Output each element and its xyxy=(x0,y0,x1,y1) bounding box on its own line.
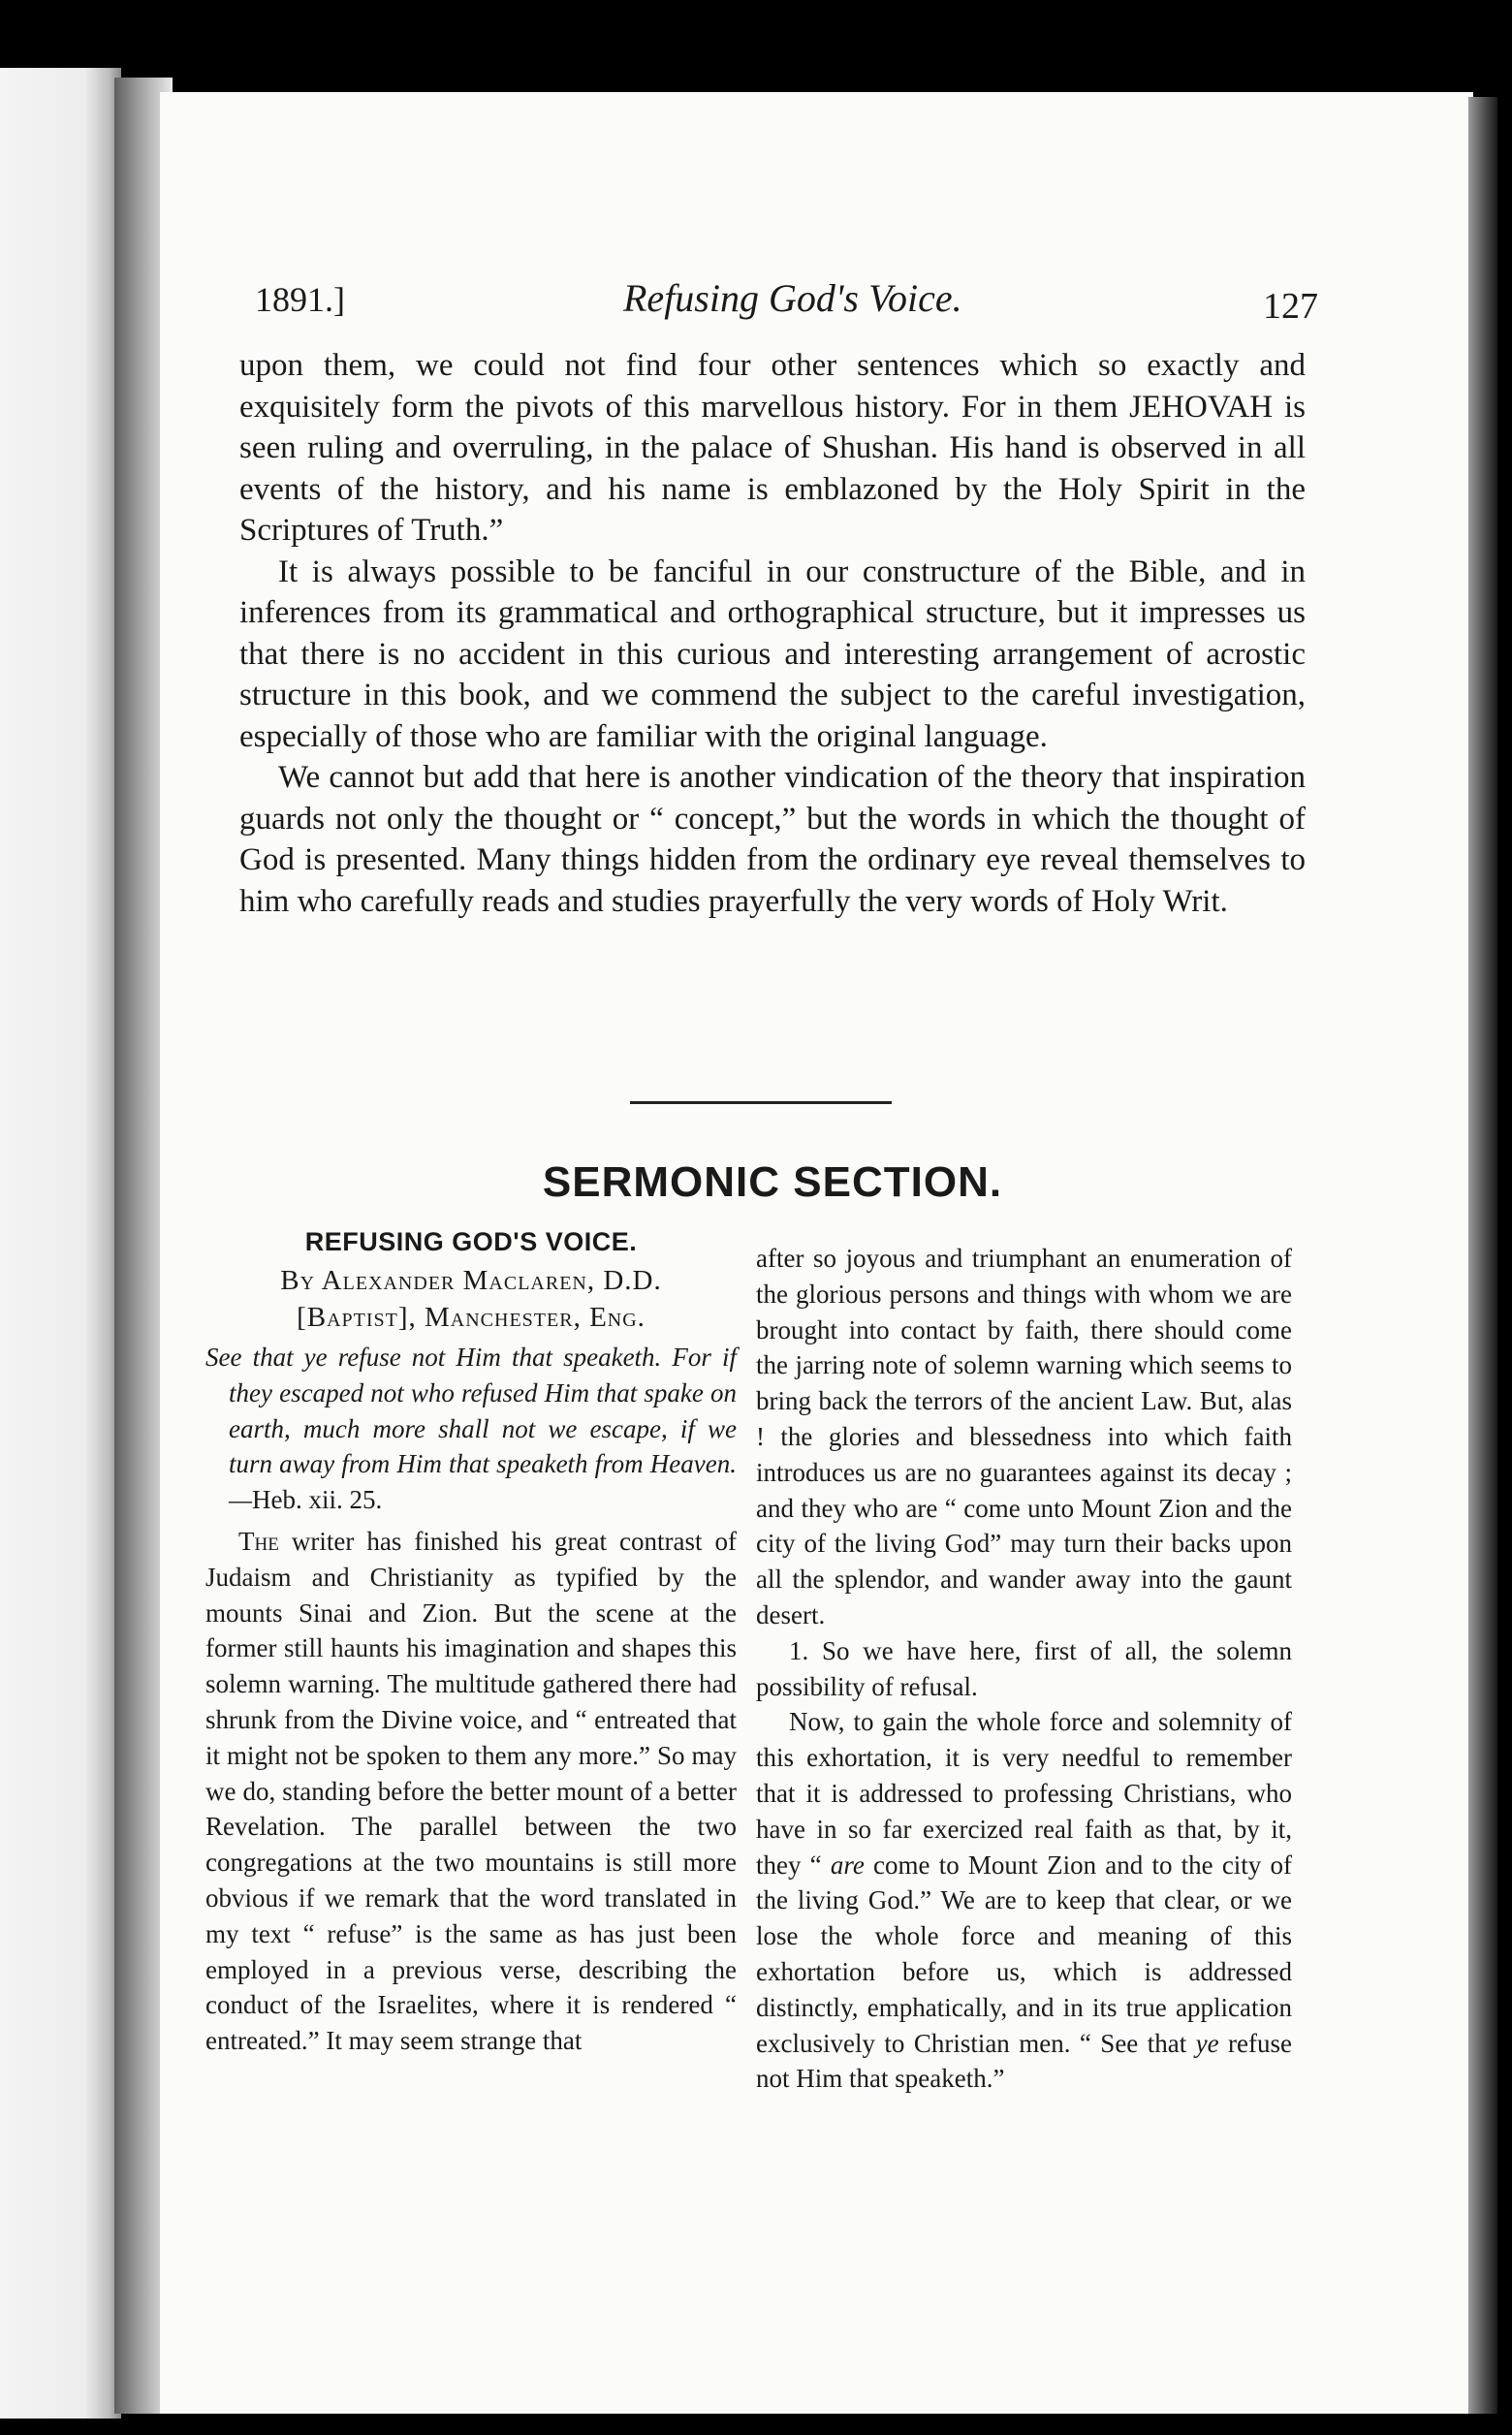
emphasis: ye xyxy=(1195,2028,1219,2058)
section-divider xyxy=(630,1101,892,1104)
page-edge-shadow xyxy=(1468,97,1497,2414)
epigraph-text: See that ye refuse not Him that speaketh. For if they escaped not who refused Him that spake on earth, much more shall not we escape, if we turn away from Him that speaketh from Heaven.— xyxy=(205,1343,737,1515)
paragraph-text: come to Mount Zion and to the city of the living God.” We are to keep that clear, or we lose the whole force and meaning of this exhortation before us, which is addressed distinctly, emphatically, and in its true application exclusively to Christian men. “ See that xyxy=(756,1850,1292,2058)
editorial-text xyxy=(239,345,1306,922)
epigraph-reference: Heb. xii. 25. xyxy=(252,1485,383,1515)
paragraph: It is always possible to be fanciful in our constructure of the Bible, and in inferences from its grammatical and orthographical structure, but it impresses us that there is no accident in this curious and interesting arrangement of acrostic structure in this book, and we commend the subject to the careful investigation, especially of those who are familiar with the original language. xyxy=(239,553,1306,754)
article-title: REFUSING GOD'S VOICE. xyxy=(304,1227,638,1256)
running-head-title: Refusing God's Voice. xyxy=(623,276,962,320)
running-head-year: 1891.] xyxy=(255,280,345,319)
paragraph: upon them, we could not find four other sentences which so exactly and exquisitely form the pivots of this marvellous history. For in them JEHOVAH is seen ruling and overruling, in the palace of Shushan. His hand is observed in all events of the history, and his name is emblazoned by the Holy Spirit in the Scriptures of Truth.” xyxy=(239,348,1306,548)
section-title: SERMONIC SECTION. xyxy=(542,1158,1003,1206)
paragraph: 1. So we have here, first of all, the solemn possibility of refusal. xyxy=(756,1635,1292,1701)
byline-affiliation: [Baptist], Manchester, Eng. xyxy=(297,1302,646,1333)
paragraph xyxy=(205,1524,737,2059)
column-left xyxy=(205,1221,737,2059)
lead-word: The xyxy=(238,1526,279,1556)
epigraph xyxy=(205,1340,737,1518)
paragraph: We cannot but add that here is another vindication of the theory that inspiration guards not only the thought or “ concept,” but the words in which the thought of God is presented. Many things hidden from the ordinary eye reveal themselves to him who carefully reads and studies prayerfully the very words of Holy Writ. xyxy=(239,760,1306,919)
facing-page-edge xyxy=(0,68,121,2419)
paragraph xyxy=(756,1704,1292,2097)
paragraph: after so joyous and triumphant an enumeration of the glorious persons and things with whom we are brought into contact by faith, there should come the jarring note of solemn warning which seems to bring back the terrors of the ancient Law. But, alas ! the glories and blessedness into which faith introduces us are no guarantees against its decay ; and they who are “ come unto Mount Zion and the city of the living God” may turn their backs upon all the splendor, and wander away into the gaunt desert. xyxy=(756,1244,1292,1629)
running-head xyxy=(255,273,1318,332)
paragraph-text: refuse not Him that speaketh.” xyxy=(756,2028,1292,2094)
emphasis: are xyxy=(830,1850,865,1880)
paragraph-text: writer has finished his great contrast of Judaism and Christianity as typified by the mounts Sinai and Zion. But the scene at the former still haunts his imagination and shapes this solemn warning. The multitude gathered there had shrunk from the Divine voice, and “ entreated that it might not be spoken to them any more.” So may we do, standing before the better mount of a better Revelation. The parallel between the two congregations at the two mountains is still more obvious if we remark that the word translated in my text “ refuse” is the same as has just been employed in a previous verse, describing the conduct of the Israelites, where it is rendered “ entreated.” It may seem strange that xyxy=(205,1526,737,2056)
column-right xyxy=(756,1241,1292,2097)
page-number: 127 xyxy=(1263,286,1318,327)
byline-author: By Alexander Maclaren, D.D. xyxy=(280,1265,662,1296)
paragraph-text: Now, to gain the whole force and solemnity of this exhortation, it is very needful to remember that it is addressed to professing Christians, who have in so far exercized real faith as that, by it, they “ xyxy=(756,1707,1292,1880)
